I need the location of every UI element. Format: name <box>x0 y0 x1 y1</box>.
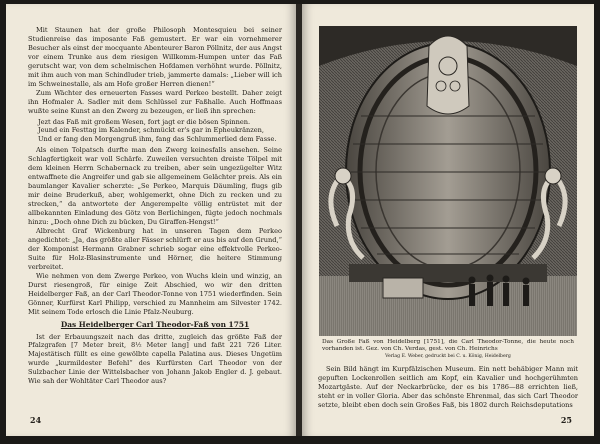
verse-line-3: Und er fang den Morgengruß ihm, fang das Schlummerlied dem Fasse. <box>38 135 277 144</box>
verse-line-1: Jezt das Faß mit großem Wesen, fort jagt er die bösen Spinnen. <box>38 117 251 126</box>
left-paragraph-4: Albrecht Graf Wickenburg hat in unseren Tagen dem Perkeo angedichtet: „Ja, das größte aller Fässer schlürft er aus bis auf den Grund,“ der Komponist Hermann Grabner schrieb sogar eine effektvolle Perkeo-Suite für Holz-Blasinstrumente und Hörner, die heitere Stimmung verbreitet. <box>28 226 282 271</box>
left-paragraph-3: Als einen Tolpatsch durfte man den Zwerg keinesfalls ansehen. Seine Schlagfertigkeit war voll Schärfe. Zuweilen versuchten dreiste Tölpel mit dem kleinen Herrn Schabernack zu treiben, aber sein ungezügelter Witz entwaffnete die Angreifer und gab sie allgemeinem Gelächter preis. Als ein baumlanger Kavalier scherzte: „Se Perkeo, Marquis Däumling, flugs gib mir deine Bruderkuß, aber, wohlgemerkt, ohne Dich zu recken und zu strecken,“ da antwortete der Angerempelte völlig entrüstet mit der allbekannten Einladung des Götz von Berlichingen, fügte jedoch nochmals hinzu: „Doch ohne Dich zu bücken, Du Giraffen-Hengst!“ <box>28 146 282 227</box>
left-page <box>6 4 296 436</box>
right-paragraph-1: Sein Bild hängt im Kurpfälzischen Museum. Ein nett behäbiger Mann mit gepuften Lockenrollen seitlich am Kopf, ein Kavalier und hochgerühmten Mozartgäste. Auf der Neckarbrücke, der es bis 1786—88 errichten ließ, steht er in voller Gloria. Aber das schönste Ehrenmal, das sich Carl Theodor setzte, bleibt eben doch sein Großes Faß, bis 1802 durch Reichsdeputations <box>318 365 578 410</box>
figure-caption: Das Große Faß von Heidelberg [1751], die Carl Theodor-Tonne, die heute noch vorhanden ist. Gez. von Ch. Verdas, gest. von Ch. Heinrichs <box>322 339 574 353</box>
page-number-left: 24 <box>30 415 42 425</box>
section-heading: Das Heidelberger Carl Theodor-Faß von 1751 <box>60 319 250 329</box>
right-page <box>302 4 594 436</box>
left-paragraph-1: Mit Staunen hat der große Philosoph Montesquieu bei seiner Studienreise das imposante Faß gemustert. Er war ein vornehmerer Besucher als einst der mocquante Abenteurer Baron Pöllnitz, der aus Angst vor einem Trunke aus dem riesigen Willkomm-Humpen unter das Faß gerutscht war, von dem schelmischen Hofdamen verhöhnt wurde. Pöllnitz, mit ihm auch von man Schindluder trieb, jammerte damals: „Lieber will ich im Schweinestalle, als am Hofe großer Herren dienen!“ <box>28 26 282 88</box>
left-paragraph-5: Wie nehmen von dem Zwerge Perkeo, von Wuchs klein und winzig, an Durst riesengroß, für einige Zeit Abschied, wo wir den dritten Heidelberger Faß, an der Carl Theodor-Tonne von 1751 wiederfinden. Sein Gönner, Kurfürst Karl Philipp, verschied zu Mannheim am Silvester 1742. Mit seinem Tode erlosch die Linie Pfalz-Neuburg. <box>28 271 282 316</box>
page-number-right: 25 <box>560 415 572 425</box>
verse-block <box>38 118 282 145</box>
left-paragraph-2: Zum Wächter des erneuerten Fasses ward Perkeo bestellt. Daher zeigt ihn Hofmaler A. Sadler mit dem Schlüssel zur Faßhalle. Auch Hoffmaas wußte seine Kunst an den Zwerg zu bezeugen, er ließ ihn sprechen: <box>28 88 282 115</box>
barrel-engraving <box>319 26 577 336</box>
left-paragraph-6: Ist der Erbauungszeit nach das dritte, zugleich das größte Faß der Pfalzgrafen [7 Meter breit, 8½ Meter lang] und faßt 221 726 Liter. Majestätisch füllt es eine gewölbte capella Palatina aus. Dieses Ungetüm wurde „kurmildester Befehl“ des Kurfürsten Carl Theodor von der Sulzbacher Linie der Wittelsbacher von Johann Jakob Engler d. J. gebaut. Wie sah der Wohltäter Carl Theodor aus? <box>28 332 282 386</box>
barrel-engraving-image <box>319 26 577 336</box>
figure-credit: Verlag E. Weber, gedruckt bei C. u. König, Heidelberg <box>385 354 511 360</box>
verse-line-2: Jeund ein Festtag im Kalender, schmückt er's gar in Epheukränzen, <box>38 126 264 135</box>
